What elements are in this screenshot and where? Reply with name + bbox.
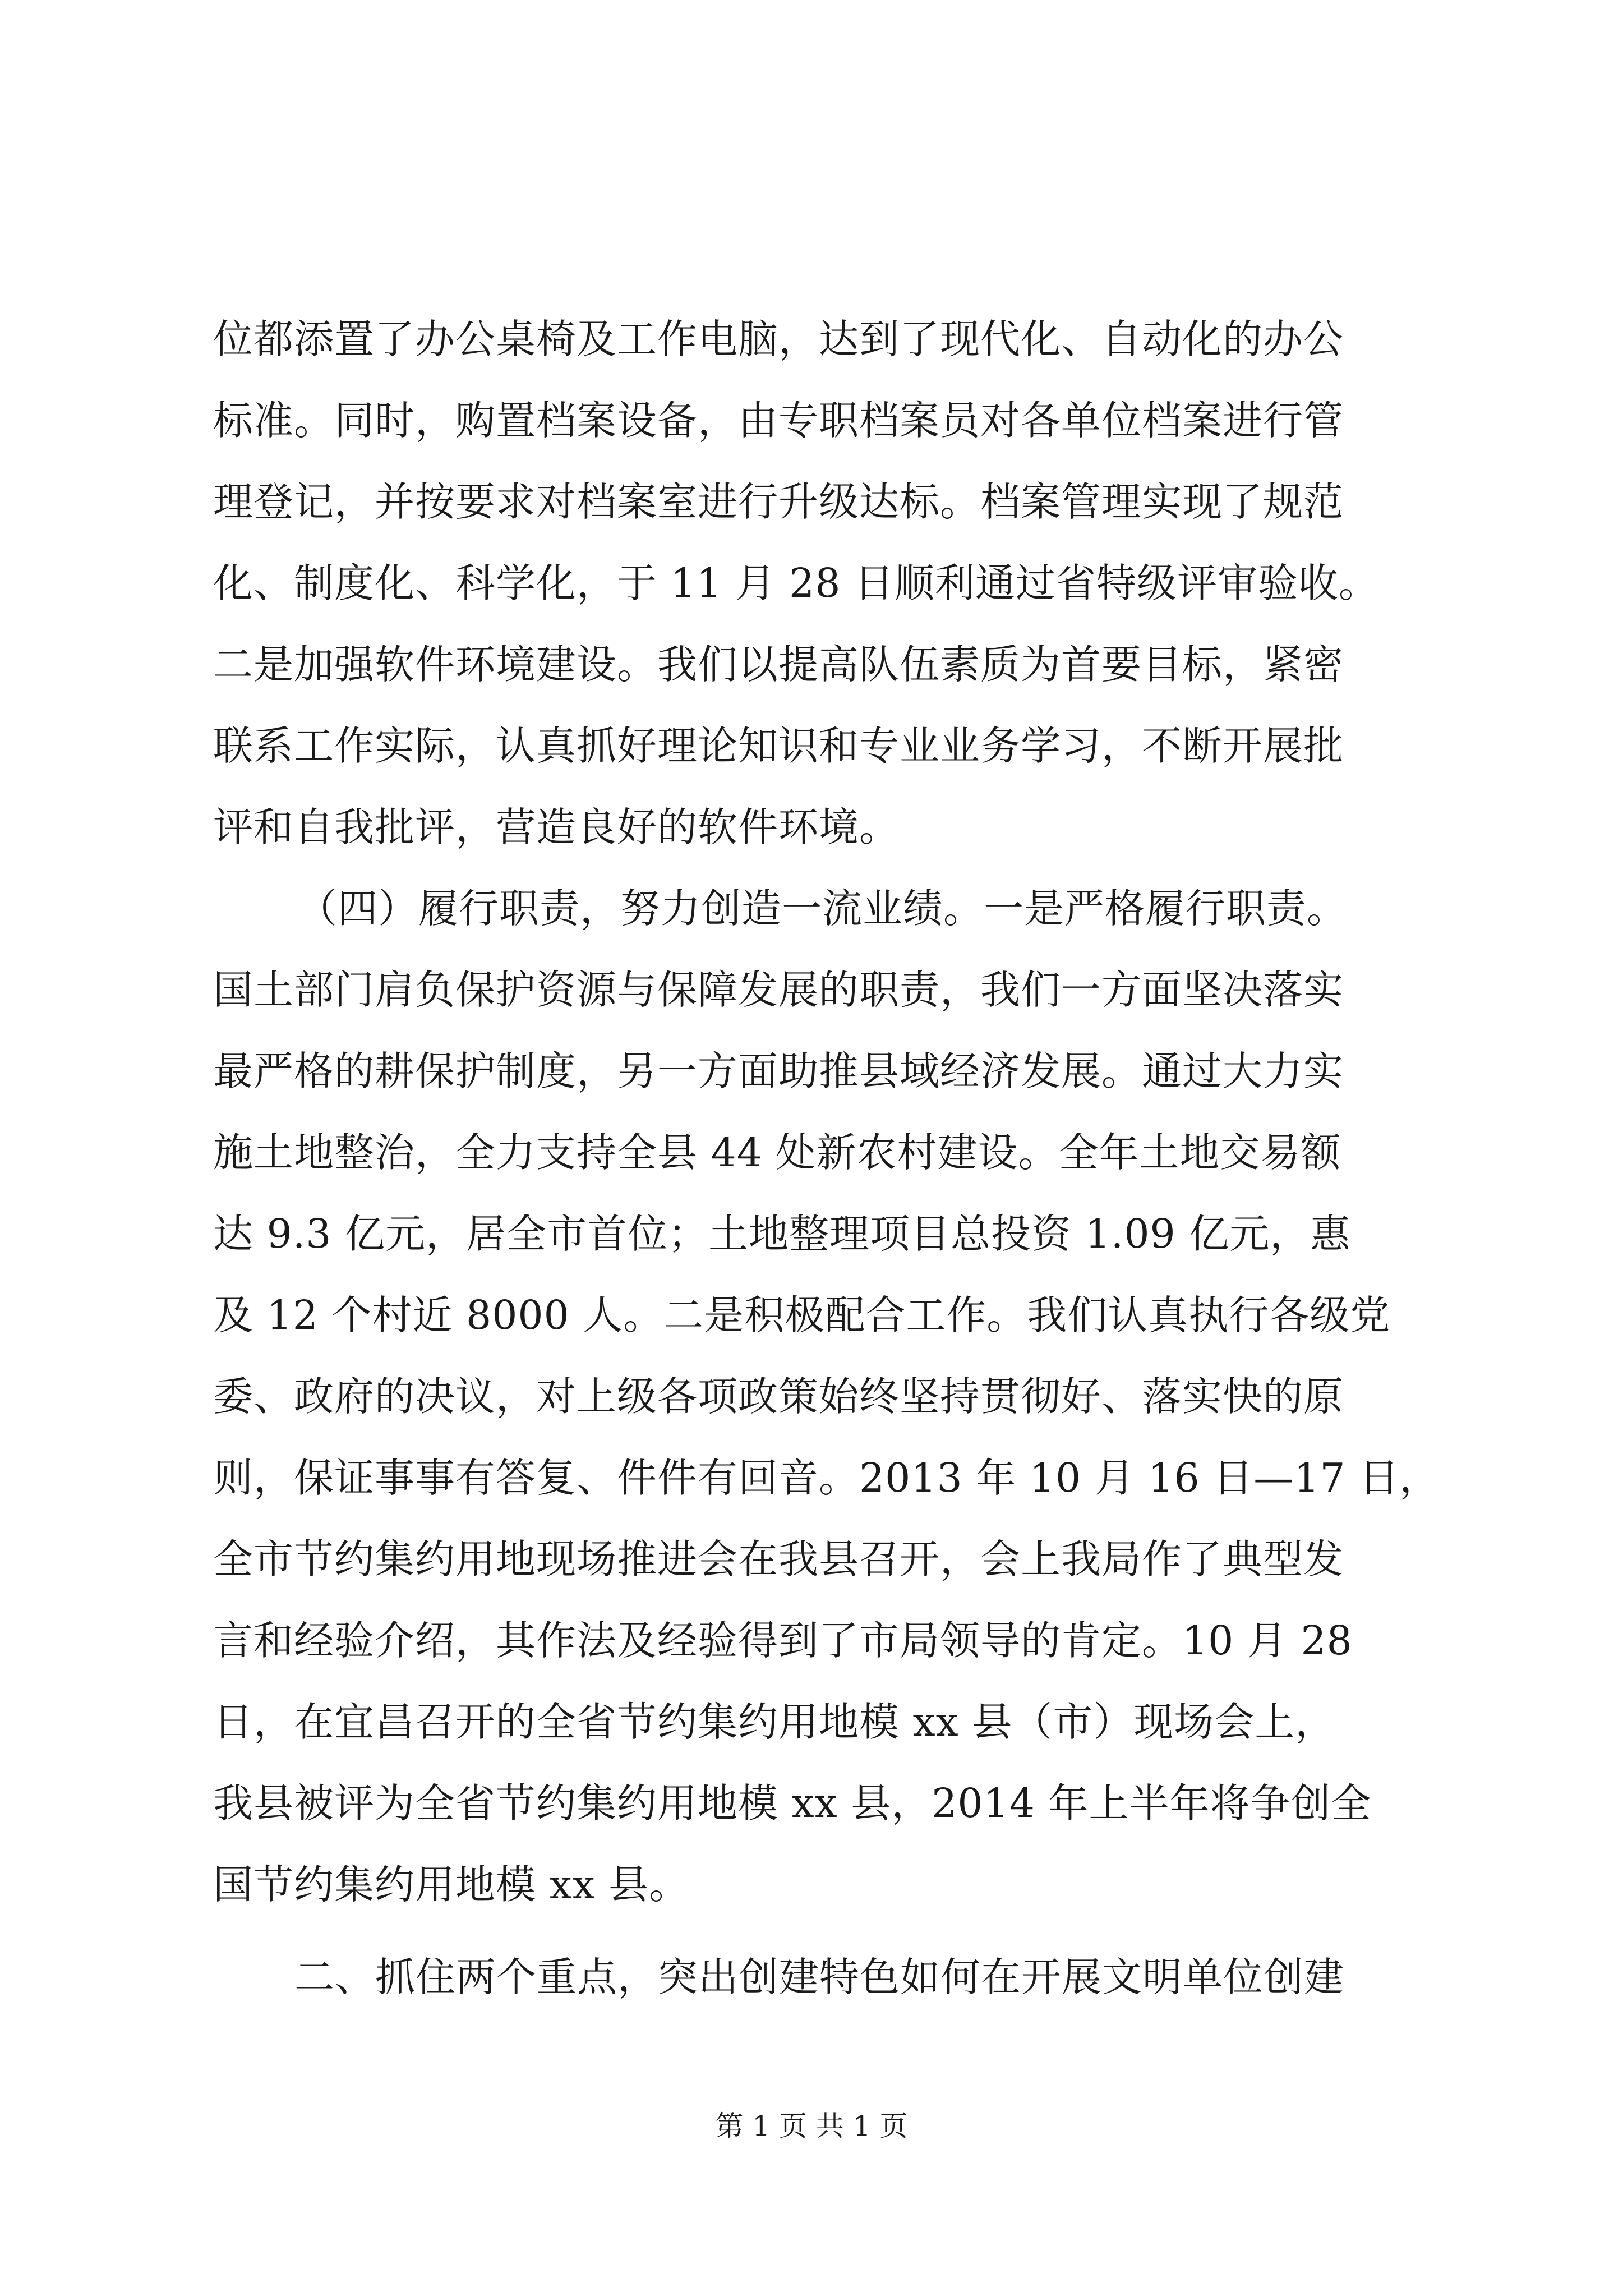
text-line: 施土地整治，全力支持全县 44 处新农村建设。全年土地交易额 xyxy=(213,1129,1341,1176)
text-line: 及 12 个村近 8000 人。二是积极配合工作。我们认真执行各级党 xyxy=(213,1292,1391,1338)
text-line: 日，在宜昌召开的全省节约集约用地模 xx 县（市）现场会上， xyxy=(213,1699,1336,1745)
page-footer: 第 1 页 共 1 页 xyxy=(715,2110,908,2142)
text-line: 则，保证事事有答复、件件有回音。2013 年 10 月 16 日—17 日， xyxy=(213,1455,1440,1501)
text-line: 国节约集约用地模 xx 县。 xyxy=(213,1861,690,1908)
text-line: 委、政府的决议，对上级各项政策始终坚持贯彻好、落实快的原 xyxy=(213,1373,1344,1420)
text-line: 言和经验介绍，其作法及经验得到了市局领导的肯定。10 月 28 xyxy=(213,1617,1353,1664)
text-line: 评和自我批评，营造良好的软件环境。 xyxy=(213,804,900,850)
text-line: 国土部门肩负保护资源与保障发展的职责，我们一方面坚决落实 xyxy=(213,967,1344,1013)
text-line: 全市节约集约用地现场推进会在我县召开，会上我局作了典型发 xyxy=(213,1536,1344,1582)
text-line: 理登记，并按要求对档案室进行升级达标。档案管理实现了规范 xyxy=(213,478,1344,525)
text-line: 我县被评为全省节约集约用地模 xx 县，2014 年上半年将争创全 xyxy=(213,1780,1372,1826)
text-line: 二是加强软件环境建设。我们以提高队伍素质为首要目标，紧密 xyxy=(213,641,1344,688)
text-line: 最严格的耕保护制度，另一方面助推县域经济发展。通过大力实 xyxy=(213,1048,1344,1094)
paragraph-start-line: （四）履行职责，努力创造一流业绩。一是严格履行职责。 xyxy=(297,885,1348,932)
text-line: 标准。同时，购置档案设备，由专职档案员对各单位档案进行管 xyxy=(213,397,1344,444)
section-heading-line: 二、抓住两个重点，突出创建特色如何在开展文明单位创建 xyxy=(294,1954,1345,2000)
text-line: 联系工作实际，认真抓好理论知识和专业业务学习，不断开展批 xyxy=(213,723,1344,769)
text-line: 化、制度化、科学化，于 11 月 28 日顺利通过省特级评审验收。 xyxy=(213,560,1379,606)
text-line: 达 9.3 亿元，居全市首位；土地整理项目总投资 1.09 亿元，惠 xyxy=(213,1211,1351,1257)
text-line: 位都添置了办公桌椅及工作电脑，达到了现代化、自动化的办公 xyxy=(213,316,1344,362)
